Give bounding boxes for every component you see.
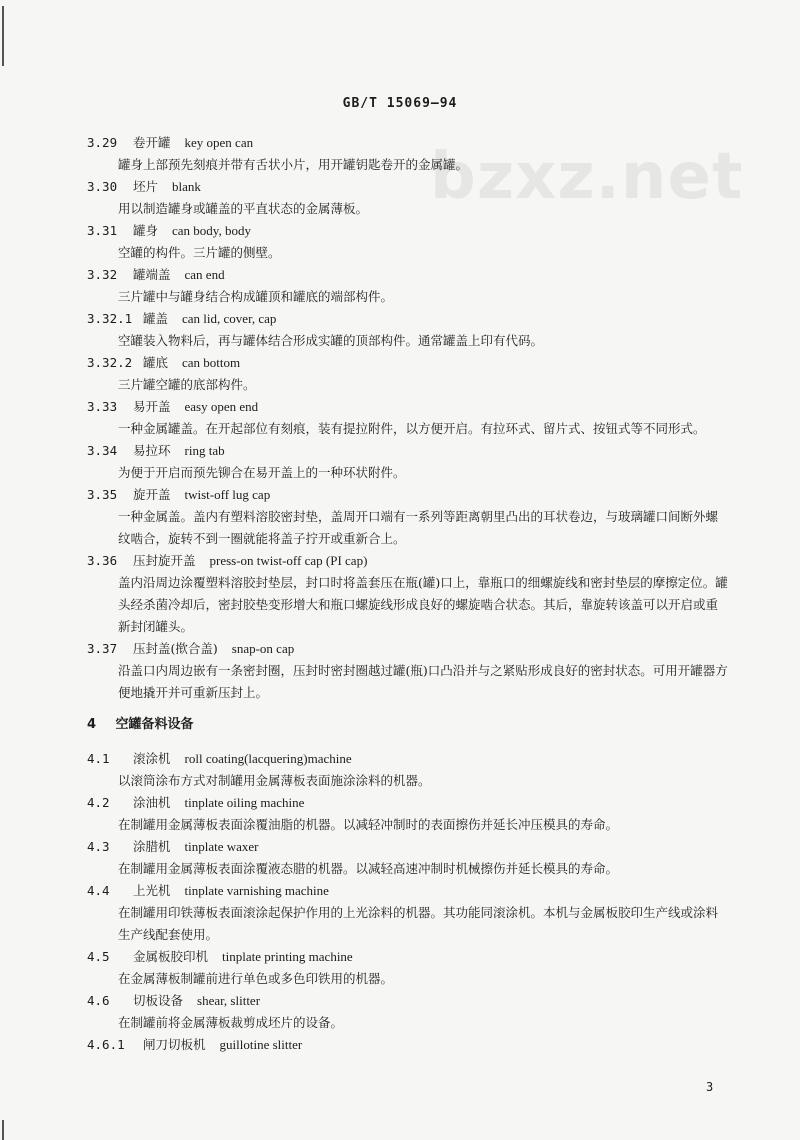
page-number: 3 xyxy=(706,1080,714,1094)
term-chinese: 切板设备 xyxy=(133,993,184,1008)
term-entry xyxy=(0,880,800,946)
term-number: 4.6.1 xyxy=(87,1037,125,1052)
term-number: 3.31 xyxy=(87,223,118,238)
term-entry xyxy=(0,946,800,990)
term-chinese: 涂腊机 xyxy=(133,839,171,854)
term-english: can body, body xyxy=(172,223,251,238)
term-number: 3.32 xyxy=(87,267,118,282)
term-chinese: 坯片 xyxy=(133,179,159,194)
term-english: snap-on cap xyxy=(231,641,295,656)
term-chinese: 罐身 xyxy=(133,223,159,238)
term-chinese: 滚涂机 xyxy=(133,751,171,766)
term-number: 4.3 xyxy=(87,839,110,854)
term-entry xyxy=(0,220,800,264)
term-heading xyxy=(0,396,800,418)
term-entry xyxy=(0,132,800,176)
watermark: bzxz.net xyxy=(430,140,744,214)
term-number: 3.34 xyxy=(87,443,118,458)
term-heading xyxy=(0,220,800,242)
term-definition: 一种金属盖。盖内有塑料溶胶密封垫，盖周开口端有一系列等距离朝里凸出的耳状卷边，与玻璃罐口间断外螺纹啮合，旋转不到一圈就能将盖子拧开或重新合上。 xyxy=(118,509,719,546)
term-definition: 三片罐中与罐身结合构成罐顶和罐底的端部构件。 xyxy=(118,289,394,304)
term-definition: 沿盖口内周边嵌有一条密封圈，压封时密封圈越过罐(瓶)口凸沿并与之紧贴形成良好的密封状态。可用开罐器方便地撬开并可重新压封上。 xyxy=(118,663,728,700)
term-definition: 盖内沿周边涂覆塑料溶胶封垫层，封口时将盖套压在瓶(罐)口上，靠瓶口的细螺旋线和密封垫层的摩擦定位。罐头经杀菌冷却后，密封胶垫变形增大和瓶口螺旋线形成良好的螺旋啮合状态。其后，靠旋转该盖可以开启或重新封闭罐头。 xyxy=(118,575,728,634)
term-number: 3.36 xyxy=(87,553,118,568)
term-chinese: 上光机 xyxy=(133,883,171,898)
document-body xyxy=(0,132,800,1056)
term-english: key open can xyxy=(184,135,254,150)
term-entry xyxy=(0,990,800,1034)
term-english: twist-off lug cap xyxy=(184,487,271,502)
term-heading xyxy=(0,792,800,814)
term-definition: 罐身上部预先刻痕并带有舌状小片，用开罐钥匙卷开的金属罐。 xyxy=(118,157,469,172)
binding-mark xyxy=(2,1120,4,1140)
term-definition: 用以制造罐身或罐盖的平直状态的金属薄板。 xyxy=(118,201,369,216)
term-heading xyxy=(0,176,800,198)
term-entry xyxy=(0,1034,800,1056)
term-english: tinplate printing machine xyxy=(222,949,353,964)
term-entry xyxy=(0,792,800,836)
term-heading xyxy=(0,132,800,154)
term-definition: 在制罐前将金属薄板裁剪成坯片的设备。 xyxy=(118,1015,344,1030)
term-english: tinplate waxer xyxy=(184,839,259,854)
term-english: roll coating(lacquering)machine xyxy=(184,751,352,766)
term-number: 4.2 xyxy=(87,795,110,810)
term-english: easy open end xyxy=(184,399,259,414)
term-english: shear, slitter xyxy=(197,993,261,1008)
term-chinese: 卷开罐 xyxy=(133,135,171,150)
term-definition: 在制罐用印铁薄板表面滚涂起保护作用的上光涂料的机器。其功能同滚涂机。本机与金属板胶印生产线或涂料生产线配套使用。 xyxy=(118,905,719,942)
term-chinese: 旋开盖 xyxy=(133,487,171,502)
term-definition: 空罐的构件。三片罐的侧壁。 xyxy=(118,245,281,260)
term-heading xyxy=(0,440,800,462)
term-number: 3.35 xyxy=(87,487,118,502)
term-entry xyxy=(0,264,800,308)
section-title: 空罐备料设备 xyxy=(115,717,194,732)
term-entry xyxy=(0,638,800,704)
term-definition: 一种金属罐盖。在开起部位有刻痕，装有提拉附件，以方便开启。有拉环式、留片式、按钮式等不同形式。 xyxy=(118,421,706,436)
term-number: 3.33 xyxy=(87,399,118,414)
term-chinese: 闸刀切板机 xyxy=(143,1037,206,1052)
term-english: can bottom xyxy=(182,355,241,370)
term-chinese: 金属板胶印机 xyxy=(133,949,209,964)
term-entry xyxy=(0,748,800,792)
term-number: 3.37 xyxy=(87,641,118,656)
term-entry xyxy=(0,308,800,352)
term-number: 4.1 xyxy=(87,751,110,766)
term-heading xyxy=(0,264,800,286)
term-entry xyxy=(0,836,800,880)
term-number: 3.29 xyxy=(87,135,118,150)
term-english: tinplate oiling machine xyxy=(184,795,305,810)
term-number: 3.30 xyxy=(87,179,118,194)
section-number: 4 xyxy=(87,717,97,732)
term-english: blank xyxy=(172,179,201,194)
term-number: 3.32.2 xyxy=(87,355,133,370)
standard-header: GB/T 15069—94 xyxy=(342,96,458,111)
term-heading xyxy=(0,836,800,858)
term-entry xyxy=(0,484,800,550)
term-chinese: 压封盖(揿合盖) xyxy=(133,641,218,656)
term-list-b xyxy=(0,748,800,1056)
term-definition: 三片罐空罐的底部构件。 xyxy=(118,377,256,392)
term-heading xyxy=(0,484,800,506)
term-entry xyxy=(0,176,800,220)
term-definition: 空罐装入物料后，再与罐体结合形成实罐的顶部构件。通常罐盖上印有代码。 xyxy=(118,333,544,348)
binding-mark xyxy=(2,6,4,66)
term-english: tinplate varnishing machine xyxy=(184,883,329,898)
term-heading xyxy=(0,550,800,572)
term-english: press-on twist-off cap (PI cap) xyxy=(209,553,368,568)
section-heading xyxy=(0,714,800,736)
term-english: can end xyxy=(184,267,225,282)
term-english: can lid, cover, cap xyxy=(182,311,277,326)
term-definition: 在金属薄板制罐前进行单色或多色印铁用的机器。 xyxy=(118,971,394,986)
term-entry xyxy=(0,396,800,440)
term-entry xyxy=(0,550,800,638)
term-entry xyxy=(0,440,800,484)
term-number: 4.4 xyxy=(87,883,110,898)
term-heading xyxy=(0,880,800,902)
term-chinese: 压封旋开盖 xyxy=(133,553,196,568)
term-number: 3.32.1 xyxy=(87,311,133,326)
term-number: 4.6 xyxy=(87,993,110,1008)
term-chinese: 罐端盖 xyxy=(133,267,171,282)
term-heading xyxy=(0,638,800,660)
term-chinese: 易拉环 xyxy=(133,443,171,458)
term-chinese: 涂油机 xyxy=(133,795,171,810)
term-english: ring tab xyxy=(184,443,225,458)
term-definition: 以滚筒涂布方式对制罐用金属薄板表面施涂涂料的机器。 xyxy=(118,773,431,788)
term-heading xyxy=(0,748,800,770)
term-chinese: 罐盖 xyxy=(143,311,169,326)
term-heading xyxy=(0,946,800,968)
term-definition: 在制罐用金属薄板表面涂覆油脂的机器。以减轻冲制时的表面擦伤并延长冲压模具的寿命。 xyxy=(118,817,619,832)
term-definition: 为便于开启而预先铆合在易开盖上的一种环状附件。 xyxy=(118,465,406,480)
term-list-a xyxy=(0,132,800,704)
term-entry xyxy=(0,352,800,396)
term-definition: 在制罐用金属薄板表面涂覆液态腊的机器。以减轻高速冲制时机械擦伤并延长模具的寿命。 xyxy=(118,861,619,876)
term-number: 4.5 xyxy=(87,949,110,964)
term-chinese: 罐底 xyxy=(143,355,169,370)
term-chinese: 易开盖 xyxy=(133,399,171,414)
term-english: guillotine slitter xyxy=(219,1037,303,1052)
term-heading xyxy=(0,990,800,1012)
